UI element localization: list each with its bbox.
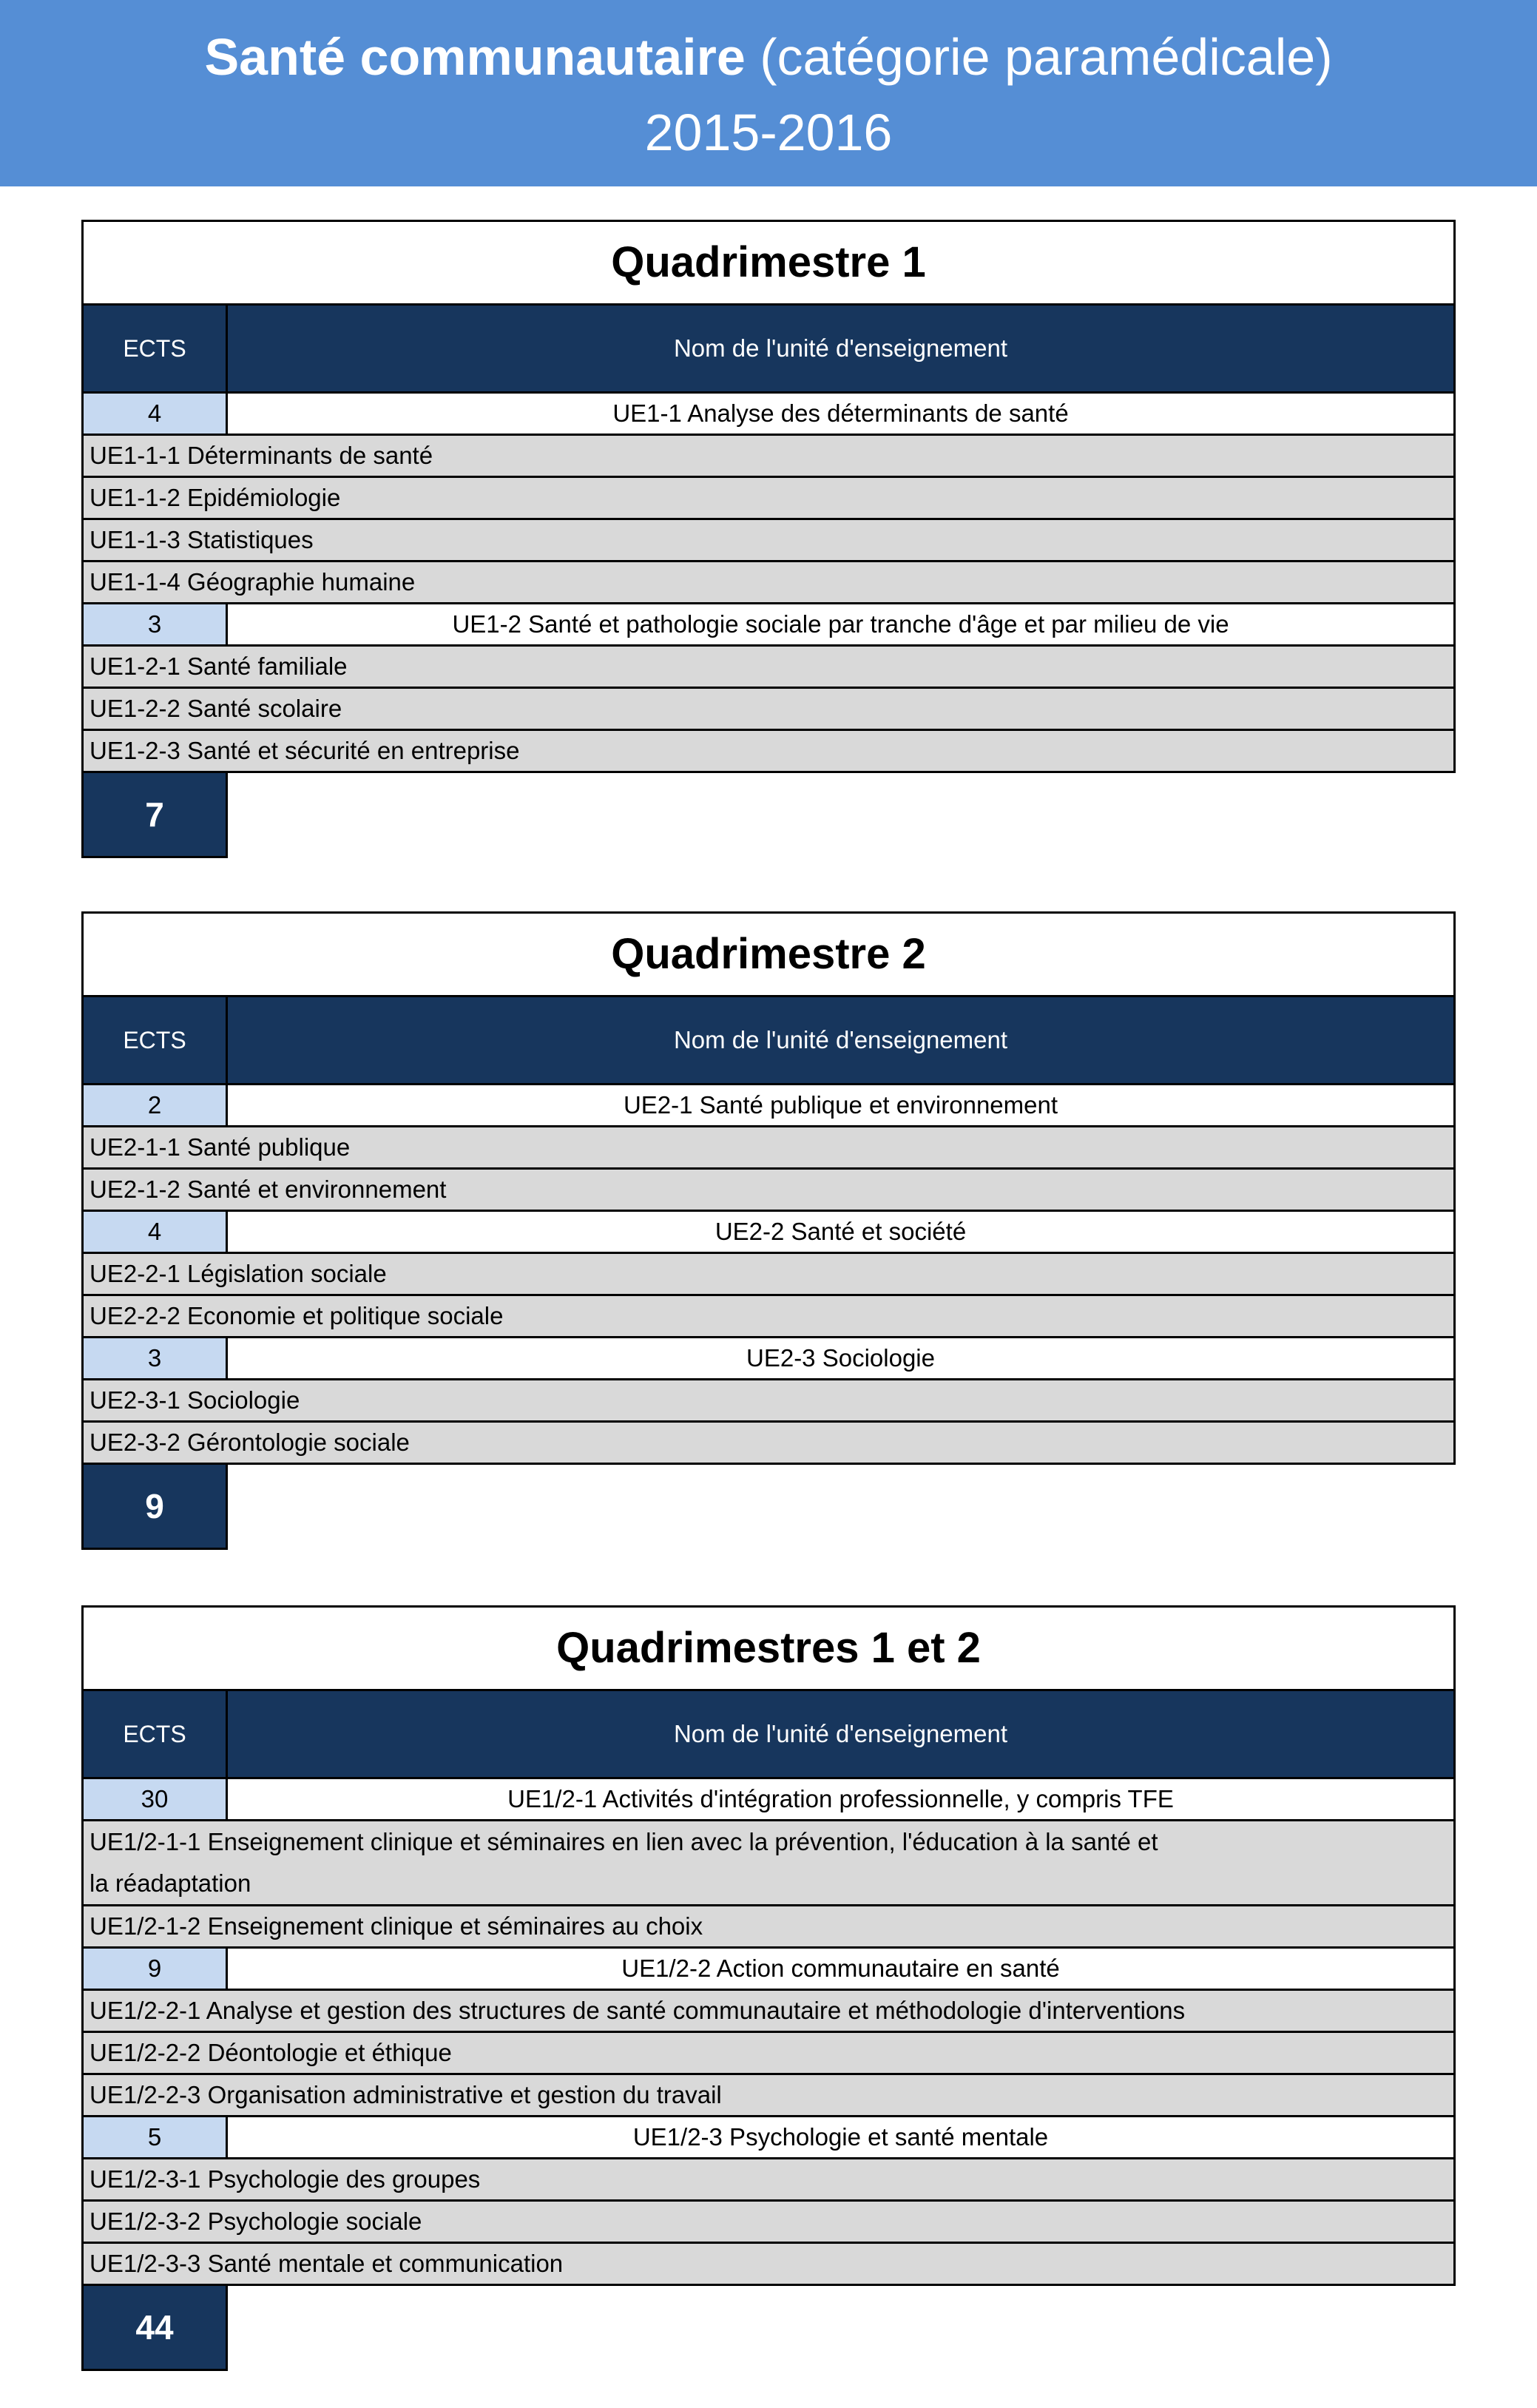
section-quadrimestre-2 [81, 911, 1456, 1550]
ects-header: ECTS [84, 997, 228, 1083]
section-title: Quadrimestre 2 [81, 911, 1456, 997]
ue-row [81, 2117, 1456, 2159]
sub-unit-row: UE1-1-4 Géographie humaine [81, 562, 1456, 604]
ue-name: UE1/2-1 Activités d'intégration professionnelle, y compris TFE [507, 1785, 1174, 1812]
ue-row [81, 1779, 1456, 1821]
sub-unit-row: UE1/2-2-1 Analyse et gestion des structures de santé communautaire et méthodologie d'interventions [81, 1991, 1456, 2033]
sub-unit-row: UE2-2-1 Législation sociale [81, 1254, 1456, 1296]
sub-unit-row: UE2-3-2 Gérontologie sociale [81, 1423, 1456, 1465]
sub-unit-row: UE1-2-1 Santé familiale [81, 647, 1456, 689]
sub-unit-row: UE2-1-1 Santé publique [81, 1127, 1456, 1170]
name-header: Nom de l'unité d'enseignement [673, 334, 1008, 362]
section-quadrimestres-1-et-2 [81, 1605, 1456, 2371]
ue-ects: 4 [84, 1212, 228, 1252]
sub-unit-row: UE2-3-1 Sociologie [81, 1380, 1456, 1423]
ects-total: 9 [81, 1465, 228, 1550]
page-title-bold: Santé communautaire [204, 28, 746, 86]
ue-name: UE2-1 Santé publique et environnement [623, 1091, 1058, 1119]
ects-total: 44 [81, 2286, 228, 2371]
ue-name: UE2-3 Sociologie [746, 1344, 935, 1372]
ue-row [81, 1212, 1456, 1254]
sub-unit-row: UE1/2-2-3 Organisation administrative et gestion du travail [81, 2075, 1456, 2117]
sub-unit-row: UE2-2-2 Economie et politique sociale [81, 1296, 1456, 1338]
sub-unit-row: UE1/2-3-1 Psychologie des groupes [81, 2159, 1456, 2202]
ue-name: UE2-2 Santé et société [715, 1218, 967, 1245]
name-header: Nom de l'unité d'enseignement [673, 1026, 1008, 1053]
sub-unit-row: UE1-2-3 Santé et sécurité en entreprise [81, 731, 1456, 773]
name-header: Nom de l'unité d'enseignement [673, 1720, 1008, 1747]
ue-ects: 3 [84, 604, 228, 644]
ue-ects: 2 [84, 1085, 228, 1125]
sub-unit-row: UE1/2-1-1 Enseignement clinique et séminaires en lien avec la prévention, l'éducation à la santé et la réadaptation [81, 1821, 1456, 1906]
table-header [81, 1691, 1456, 1779]
sub-unit-row: UE2-1-2 Santé et environnement [81, 1170, 1456, 1212]
ue-row [81, 604, 1456, 647]
table-header [81, 997, 1456, 1085]
ects-header: ECTS [84, 306, 228, 391]
page-title [0, 24, 1537, 90]
ue-ects: 4 [84, 394, 228, 434]
ue-ects: 30 [84, 1779, 228, 1819]
sub-unit-row: UE1/2-1-2 Enseignement clinique et séminaires au choix [81, 1906, 1456, 1949]
table-header [81, 306, 1456, 394]
ue-row [81, 1949, 1456, 1991]
sub-unit-row: UE1-1-3 Statistiques [81, 520, 1456, 562]
section-quadrimestre-1 [81, 220, 1456, 858]
section-title: Quadrimestre 1 [81, 220, 1456, 306]
ue-ects: 5 [84, 2117, 228, 2157]
sub-unit-row: UE1/2-3-3 Santé mentale et communication [81, 2244, 1456, 2286]
sub-unit-row: UE1-1-1 Déterminants de santé [81, 436, 1456, 478]
ue-name: UE1/2-2 Action communautaire en santé [621, 1955, 1060, 1982]
ue-ects: 3 [84, 1338, 228, 1378]
page-header [0, 0, 1537, 186]
ects-header: ECTS [84, 1691, 228, 1777]
page-title-rest: (catégorie paramédicale) [745, 28, 1333, 86]
academic-year: 2015-2016 [644, 104, 893, 161]
ue-row [81, 1085, 1456, 1127]
section-title: Quadrimestres 1 et 2 [81, 1605, 1456, 1691]
ue-name: UE1-2 Santé et pathologie sociale par tranche d'âge et par milieu de vie [452, 610, 1229, 638]
sub-unit-row: UE1-1-2 Epidémiologie [81, 478, 1456, 520]
ue-ects: 9 [84, 1949, 228, 1989]
ue-name: UE1-1 Analyse des déterminants de santé [612, 399, 1069, 427]
ue-name: UE1/2-3 Psychologie et santé mentale [632, 2123, 1049, 2151]
ects-total: 7 [81, 773, 228, 858]
ue-row [81, 1338, 1456, 1380]
sub-unit-row: UE1/2-2-2 Déontologie et éthique [81, 2033, 1456, 2075]
sub-unit-row: UE1/2-3-2 Psychologie sociale [81, 2202, 1456, 2244]
ue-row [81, 394, 1456, 436]
sub-unit-row: UE1-2-2 Santé scolaire [81, 689, 1456, 731]
